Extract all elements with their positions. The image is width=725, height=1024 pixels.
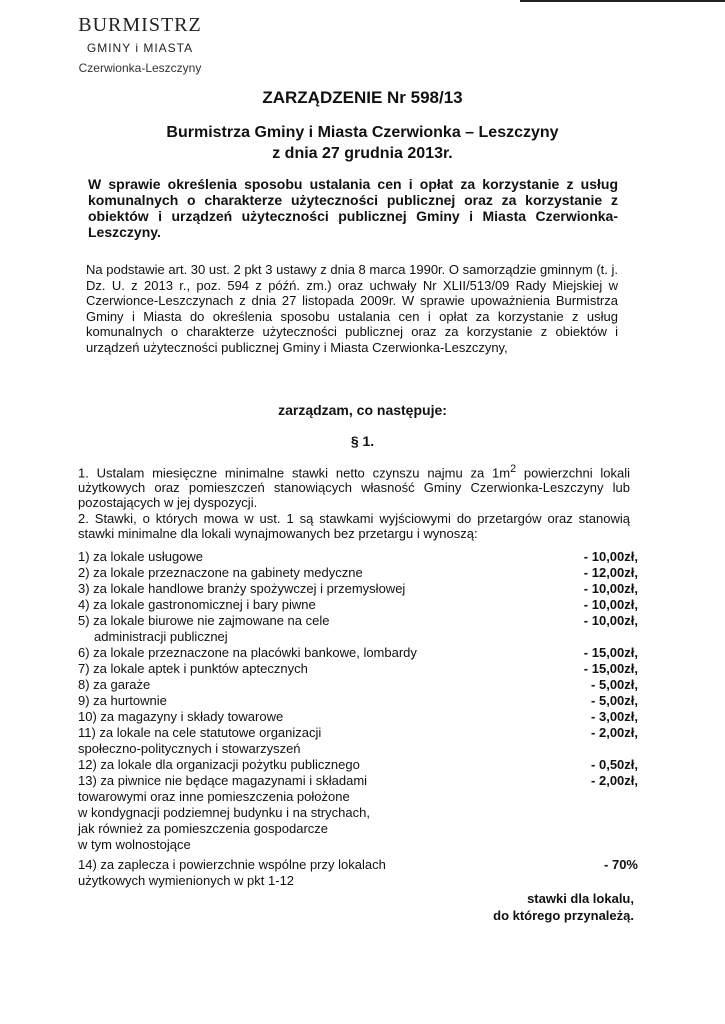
rate-label: 5) za lokale biurowe nie zajmowane na cele	[78, 613, 330, 628]
rate-amount: - 70%	[604, 857, 638, 872]
rate-row	[78, 565, 638, 581]
rate-row	[78, 857, 638, 873]
rate-amount: - 15,00zł,	[583, 645, 638, 660]
rate-amount	[558, 837, 638, 853]
point-1-text-rest: powierzchni lokali użytkowych oraz pomieszczeń stanowiących własność Gminy Czerwionka-Leszczyny lub pozostających w jej dyspozycji.	[78, 465, 630, 511]
rate-row-continued	[78, 873, 638, 889]
rate-amount: - 2,00zł,	[591, 773, 638, 788]
rate-label: 3) za lokale handlowe branży spożywczej i przemysłowej	[78, 581, 406, 596]
rate-label: towarowymi oraz inne pomieszczenia położone	[78, 789, 350, 804]
ordain-line: zarządzam, co następuje:	[278, 402, 447, 418]
rate-label: 8) za garaże	[78, 677, 151, 692]
rate-amount	[558, 805, 638, 821]
rate-row-continued	[78, 805, 638, 821]
rate-label: 4) za lokale gastronomicznej i bary piwne	[78, 597, 316, 612]
stamp-title: BURMISTRZ	[78, 14, 202, 36]
rate-row	[78, 645, 638, 661]
rate-row	[78, 549, 638, 565]
rate-amount	[558, 821, 638, 837]
rate-label: jak również za pomieszczenia gospodarcze	[78, 821, 329, 836]
rate-label: 1) za lokale usługowe	[78, 549, 204, 564]
top-edge-rule	[520, 0, 725, 2]
rate-label: 2) za lokale przeznaczone na gabinety medyczne	[78, 565, 363, 580]
rate-label: w kondygnacji podziemnej budynku i na strychach,	[78, 805, 370, 820]
rate-label: 10) za magazyny i składy towarowe	[78, 709, 284, 724]
rate-label: w tym wolnostojące	[78, 837, 191, 852]
point-1-text: 1. Ustalam miesięczne minimalne stawki netto czynszu najmu za 1m	[78, 465, 511, 481]
rate-14-note	[464, 890, 634, 924]
rate-label: użytkowych wymienionych w pkt 1-12	[78, 873, 295, 888]
section-heading: § 1.	[350, 433, 375, 449]
point-1-superscript: 2	[510, 463, 517, 475]
issuer	[0, 122, 725, 164]
rate-amount: - 2,00zł,	[591, 725, 638, 740]
legal-basis-paragraph: Na podstawie art. 30 ust. 2 pkt 3 ustawy z dnia 8 marca 1990r. O samorządzie gminnym (t. j. Dz. U. z 2013 r., poz. 594 z późń. zm.) oraz uchwały Nr XLII/513/09 Rady Miejskiej w Czerwionce-Leszczynach z dnia 27 listopada 2009r. W sprawie upoważnienia Burmistrza Gminy i Miasta do określenia sposobu ustalania cen i opłat za korzystanie z usług komunalnych o charakterze użyteczności publicznej oraz za korzystanie z obiektów i urządzeń użyteczności publicznej Gminy i Miasta Czerwionka-Leszczyny,	[86, 262, 618, 355]
rate-label: 6) za lokale przeznaczone na placówki bankowe, lombardy	[78, 645, 417, 660]
rate-label: 7) za lokale aptek i punktów aptecznych	[78, 661, 308, 676]
rate-label: 9) za hurtownie	[78, 693, 167, 708]
subject-paragraph: W sprawie określenia sposobu ustalania cen i opłat za korzystanie z usług komunalnych o charakterze użyteczności publicznej oraz za korzystanie z obiektów i urządzeń użyteczności publicznej Gminy i Miasta Czerwionka-Leszczyny.	[88, 176, 618, 240]
rate-amount: - 5,00zł,	[591, 677, 638, 692]
note-line2: do którego przynależą.	[493, 908, 634, 923]
issuer-line1: Burmistrza Gminy i Miasta Czerwionka – Leszczyny	[166, 124, 559, 141]
rate-amount: - 10,00zł,	[583, 581, 638, 596]
rate-row	[78, 677, 638, 693]
rate-row	[78, 725, 638, 741]
point-2-paragraph: 2. Stawki, o których mowa w ust. 1 są stawkami wyjściowymi do przetargów oraz stanowią stawki minimalne dla lokali wynajmowanych bez przetargu i wynoszą:	[78, 511, 630, 541]
rate-amount: - 12,00zł,	[583, 565, 638, 580]
point-1-paragraph	[78, 462, 630, 510]
stamp-line2: GMINY i MIASTA	[86, 41, 194, 55]
rate-row	[78, 581, 638, 597]
rate-row-continued	[78, 789, 638, 805]
note-line1: stawki dla lokalu,	[527, 891, 634, 906]
rate-amount: - 5,00zł,	[591, 693, 638, 708]
rate-row	[78, 693, 638, 709]
rate-row	[78, 773, 638, 789]
rate-amount: - 15,00zł,	[583, 661, 638, 676]
rate-amount: - 0,50zł,	[591, 757, 638, 772]
mayor-stamp	[55, 14, 225, 75]
rate-label: administracji publicznej	[94, 629, 228, 644]
rate-amount	[558, 741, 638, 757]
rate-row-continued	[78, 629, 638, 645]
rate-amount: - 3,00zł,	[591, 709, 638, 724]
rate-row	[78, 661, 638, 677]
rate-amount	[558, 873, 638, 889]
rate-row	[78, 613, 638, 629]
rate-amount	[558, 789, 638, 805]
rates-list	[78, 549, 638, 889]
rate-amount	[558, 629, 638, 645]
issuer-date: z dnia 27 grudnia 2013r.	[272, 145, 453, 162]
rate-row	[78, 597, 638, 613]
rate-row-continued	[78, 821, 638, 837]
rate-label: 12) za lokale dla organizacji pożytku publicznego	[78, 757, 360, 772]
rate-amount: - 10,00zł,	[583, 597, 638, 612]
rate-label: społeczno-politycznych i stowarzyszeń	[78, 741, 301, 756]
rate-row	[78, 709, 638, 725]
rate-label: 14) za zaplecza i powierzchnie wspólne przy lokalach	[78, 857, 386, 872]
rate-amount: - 10,00zł,	[583, 613, 638, 628]
rate-label: 13) za piwnice nie będące magazynami i składami	[78, 773, 368, 788]
document-title: ZARZĄDZENIE Nr 598/13	[262, 88, 463, 107]
rate-row-continued	[78, 837, 638, 853]
rate-row-continued	[78, 741, 638, 757]
rate-row	[78, 757, 638, 773]
rate-amount: - 10,00zł,	[583, 549, 638, 564]
rate-label: 11) za lokale na cele statutowe organizacji	[78, 725, 322, 740]
stamp-line3: Czerwionka-Leszczyny	[78, 61, 202, 75]
